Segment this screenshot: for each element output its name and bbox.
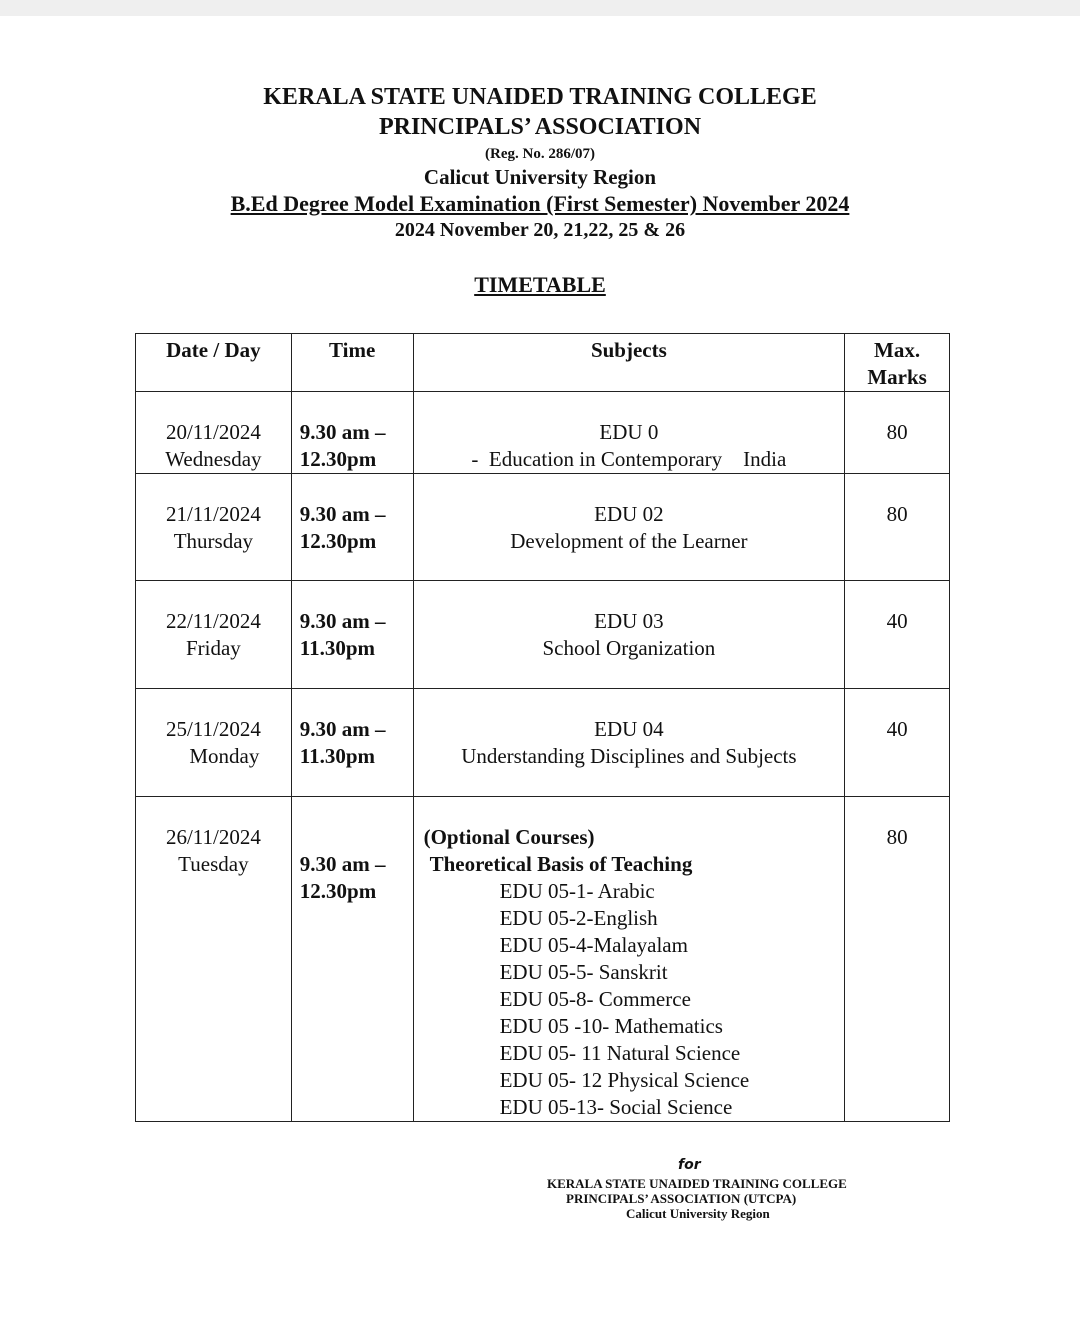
time-end: 11.30pm bbox=[299, 636, 376, 660]
marks-cell: 80 bbox=[845, 797, 950, 1122]
footer-line1: KERALA STATE UNAIDED TRAINING COLLEGE bbox=[547, 1176, 847, 1191]
day-text: Monday bbox=[189, 744, 260, 768]
footer-line3: Calicut University Region bbox=[626, 1206, 770, 1221]
time-start: 9.30 am – bbox=[299, 852, 386, 876]
col-header-marks-line1: Max. bbox=[874, 338, 921, 362]
course-item: EDU 05- 12 Physical Science bbox=[499, 1068, 750, 1092]
time-cell bbox=[291, 797, 413, 1122]
time-end: 12.30pm bbox=[299, 529, 377, 553]
date-text: 25/11/2024 bbox=[165, 717, 261, 741]
subject-code: EDU 04 bbox=[594, 717, 664, 741]
region-name: Calicut University Region bbox=[423, 165, 657, 189]
subject-name: - Education in Contemporary India bbox=[471, 447, 787, 471]
table-row bbox=[136, 392, 950, 474]
course-item: EDU 05-4-Malayalam bbox=[499, 933, 688, 957]
date-text: 21/11/2024 bbox=[165, 502, 261, 526]
time-start: 9.30 am – bbox=[299, 609, 386, 633]
footer-line2: PRINCIPALS’ ASSOCIATION (UTCPA) bbox=[566, 1191, 797, 1206]
subject-code: EDU 02 bbox=[594, 502, 664, 526]
course-item: EDU 05- 11 Natural Science bbox=[499, 1041, 741, 1065]
subject-cell bbox=[413, 474, 845, 581]
course-item: EDU 05-13- Social Science bbox=[499, 1095, 733, 1119]
table-row bbox=[136, 474, 950, 581]
table-row-optional bbox=[136, 797, 950, 1122]
top-strip bbox=[0, 0, 1080, 16]
signature-block bbox=[540, 1158, 870, 1221]
time-start: 9.30 am – bbox=[299, 717, 386, 741]
date-cell bbox=[136, 797, 292, 1122]
time-end: 11.30pm bbox=[299, 744, 376, 768]
subject-name: Understanding Disciplines and Subjects bbox=[461, 744, 797, 768]
date-cell bbox=[136, 474, 292, 581]
col-header-time: Time bbox=[291, 334, 413, 392]
subject-cell bbox=[413, 689, 845, 797]
course-item: EDU 05-2-English bbox=[499, 906, 658, 930]
subject-name: School Organization bbox=[542, 636, 716, 660]
time-start: 9.30 am – bbox=[299, 420, 386, 444]
marks-cell: 40 bbox=[845, 581, 950, 689]
subject-cell bbox=[413, 581, 845, 689]
day-text: Thursday bbox=[173, 529, 254, 553]
time-cell bbox=[291, 392, 413, 474]
footer-for: for bbox=[678, 1157, 701, 1173]
timetable-title: TIMETABLE bbox=[474, 272, 606, 297]
day-text: Friday bbox=[185, 636, 241, 660]
document-header bbox=[0, 82, 1080, 243]
time-cell bbox=[291, 474, 413, 581]
day-text: Wednesday bbox=[165, 447, 262, 471]
date-text: 20/11/2024 bbox=[165, 420, 261, 444]
time-end: 12.30pm bbox=[299, 447, 377, 471]
col-header-marks bbox=[845, 334, 950, 392]
col-header-subjects: Subjects bbox=[413, 334, 845, 392]
subject-code: EDU 03 bbox=[594, 609, 664, 633]
time-cell bbox=[291, 689, 413, 797]
org-name-line2: PRINCIPALS’ ASSOCIATION bbox=[378, 114, 702, 140]
course-item: EDU 05 -10- Mathematics bbox=[499, 1014, 723, 1038]
course-item: EDU 05-5- Sanskrit bbox=[499, 960, 668, 984]
table-header-row bbox=[136, 334, 950, 392]
date-cell bbox=[136, 581, 292, 689]
timetable-table bbox=[135, 333, 950, 1122]
exam-title: B.Ed Degree Model Examination (First Semester) November 2024 bbox=[230, 191, 850, 216]
org-name-line1: KERALA STATE UNAIDED TRAINING COLLEGE bbox=[263, 84, 817, 110]
exam-dates: 2024 November 20, 21,22, 25 & 26 bbox=[394, 219, 686, 241]
optional-subheading: Theoretical Basis of Teaching bbox=[429, 852, 693, 876]
date-cell bbox=[136, 392, 292, 474]
course-item: EDU 05-8- Commerce bbox=[499, 987, 691, 1011]
optional-heading: (Optional Courses) bbox=[423, 825, 595, 849]
subject-cell bbox=[413, 392, 845, 474]
table-row bbox=[136, 581, 950, 689]
date-text: 22/11/2024 bbox=[165, 609, 261, 633]
col-header-marks-line2: Marks bbox=[867, 365, 927, 389]
day-text: Tuesday bbox=[178, 852, 249, 876]
marks-cell: 40 bbox=[845, 689, 950, 797]
marks-cell: 80 bbox=[845, 474, 950, 581]
date-cell bbox=[136, 689, 292, 797]
col-header-date: Date / Day bbox=[136, 334, 292, 392]
date-text: 26/11/2024 bbox=[165, 825, 261, 849]
subject-cell-optional bbox=[413, 797, 845, 1122]
time-start: 9.30 am – bbox=[299, 502, 386, 526]
subject-name: Development of the Learner bbox=[510, 529, 748, 553]
course-item: EDU 05-1- Arabic bbox=[499, 879, 655, 903]
time-cell bbox=[291, 581, 413, 689]
registration-number: (Reg. No. 286/07) bbox=[485, 146, 595, 162]
table-row bbox=[136, 689, 950, 797]
subject-code: EDU 0 bbox=[599, 420, 659, 444]
marks-cell: 80 bbox=[845, 392, 950, 474]
time-end: 12.30pm bbox=[299, 879, 377, 903]
